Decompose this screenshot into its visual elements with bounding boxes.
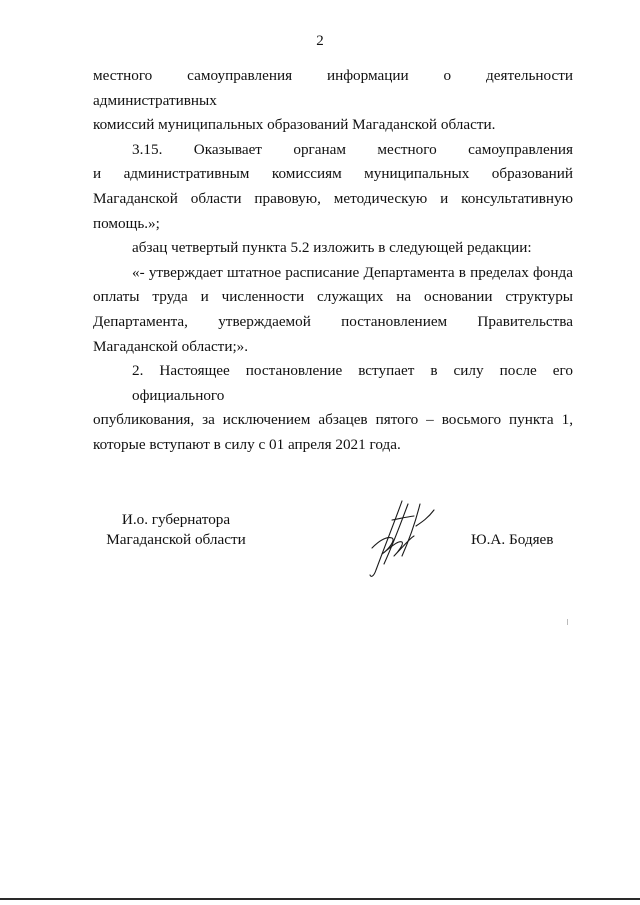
page-number: 2: [316, 33, 324, 49]
paragraph-item-3-15: [93, 138, 573, 236]
scan-edge-line: [0, 898, 640, 900]
text-line: местного самоуправления информации о деятельности административных: [93, 67, 573, 109]
text-line: 3.15. Оказывает органам местного самоуправления: [132, 140, 573, 158]
paragraph-amendment-text: [93, 261, 573, 359]
paragraph-continuation: [93, 64, 573, 138]
text-line: оплаты труда и численности служащих на основании структуры: [93, 288, 573, 306]
text-line: абзац четвертый пункта 5.2 изложить в следующей редакции:: [132, 239, 532, 257]
text-line: Департамента, утверждаемой постановлением Правительства: [93, 312, 573, 330]
paragraph-amendment-intro: [93, 236, 573, 261]
text-line: «- утверждает штатное расписание Департамента в пределах фонда: [132, 263, 573, 281]
handwritten-signature: [362, 498, 442, 580]
signatory-position-line2: Магаданской области: [106, 531, 246, 548]
text-line: Магаданской области правовую, методическую и консультативную: [93, 189, 573, 207]
text-line: Магаданской области;».: [93, 337, 249, 355]
signatory-position-line1: И.о. губернатора: [121, 511, 231, 528]
text-line: которые вступают в силу с 01 апреля 2021 года.: [93, 435, 401, 453]
scan-artifact: [567, 619, 568, 625]
text-line: опубликования, за исключением абзацев пятого – восьмого пункта 1,: [93, 411, 573, 429]
signatory-name: Ю.А. Бодяев: [471, 531, 554, 548]
text-line: комиссий муниципальных образований Магаданской области.: [93, 116, 496, 134]
signatory-position: [97, 510, 255, 550]
paragraph-effective-date: [93, 359, 573, 457]
text-line: и административным комиссиям муниципальных образований: [93, 165, 573, 183]
document-body: [93, 64, 573, 458]
text-line: помощь.»;: [93, 214, 160, 232]
text-line: 2. Настоящее постановление вступает в силу после его официального: [132, 362, 573, 404]
